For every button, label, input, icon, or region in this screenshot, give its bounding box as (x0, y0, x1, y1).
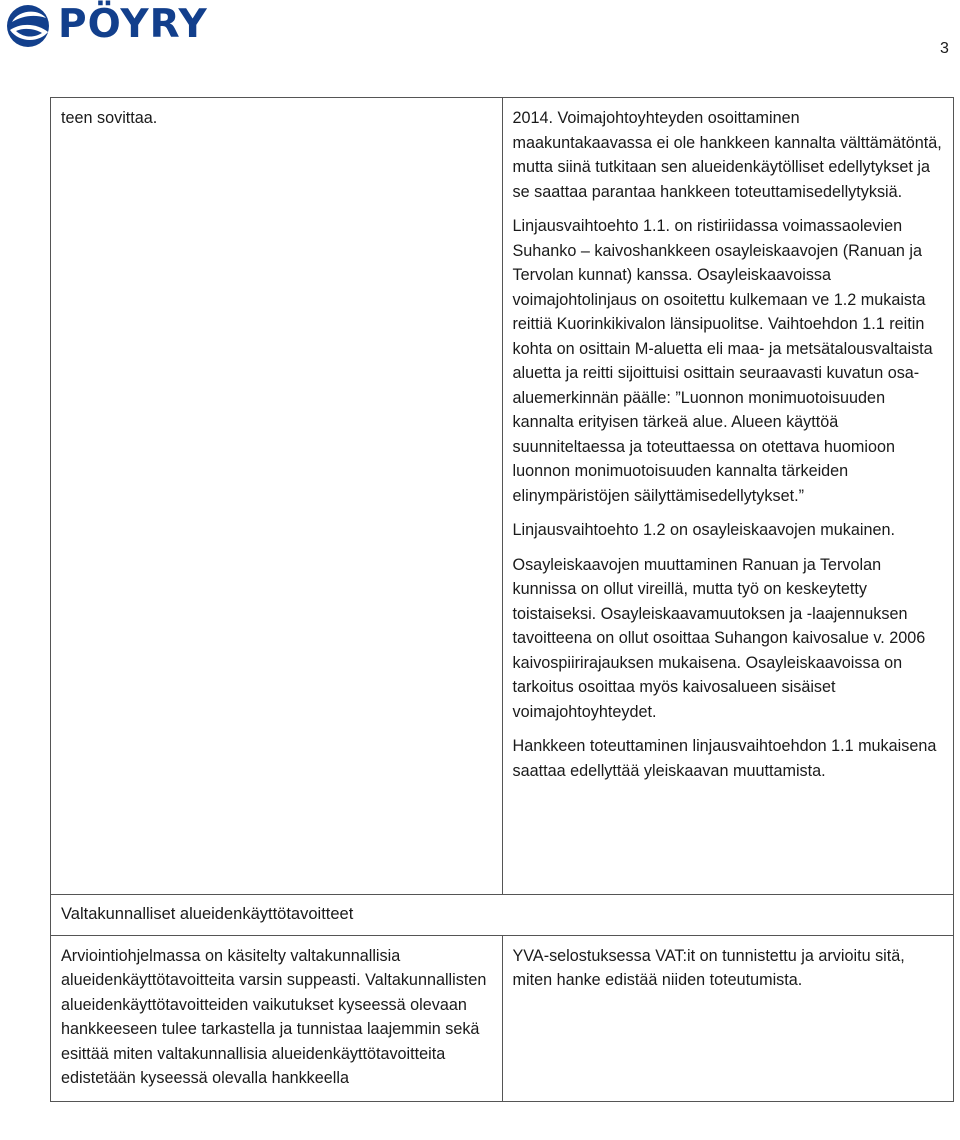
response-paragraph: 2014. Voimajohtoyhteyden osoittaminen maakuntakaavassa ei ole hankkeen kannalta välttämätöntä, mutta siinä tutkitaan sen alueidenkäytölliset edellytykset ja se saattaa parantaa hankkeen toteuttamisedellytyksiä. (512, 109, 942, 201)
response-paragraph: Linjausvaihtoehto 1.2 on osayleiskaavojen mukainen. (512, 521, 895, 539)
section-heading-cell (51, 895, 954, 936)
statement-text: Arviointiohjelmassa on käsitelty valtakunnallisia alueidenkäyttötavoitteita varsin suppeasti. Valtakunnallisten alueidenkäyttötavoitteiden vaikutukset kyseessä olevaan hankkeeseen tulee tarkastella ja tunnistaa laajemmin sekä esittää miten valtakunnallisia alueidenkäyttötavoitteita edistetään kyseessä olevalla hankkeella (61, 946, 487, 1087)
response-cell (502, 98, 954, 895)
response-cell (502, 935, 954, 1101)
logo-wordmark: PÖYRY (58, 2, 208, 47)
section-heading-row (51, 895, 954, 936)
response-paragraph: Hankkeen toteuttaminen linjausvaihtoehdon 1.1 mukaisena saattaa edellyttää yleiskaavan muuttamista. (512, 737, 937, 780)
logo-swirl-icon (4, 2, 54, 50)
statement-table (50, 97, 954, 1102)
response-paragraph: Linjausvaihtoehto 1.1. on ristiriidassa voimassaolevien Suhanko – kaivoshankkeen osayleiskaavojen (Ranuan ja Tervolan kunnat) kanssa. Osayleiskaavoissa voimajohtolinjaus on osoitettu kulkemaan ve 1.2 mukaista reittiä Kuorinkikivalon länsipuolitse. Vaihtoehdon 1.1 reitin kohta on osittain M-aluetta eli maa- ja metsätalousvaltaista aluetta ja reitti sijoittuisi osittain seuraavasti kuvatun osa-aluemerkinnän päälle: ”Luonnon monimuotoisuuden kannalta erityisen tärkeä alue. Alueen käyttöä suunniteltaessa ja toteuttaessa on otettava huomioon luonnon monimuotoisuuden kannalta tärkeiden elinympäristöjen säilyttämisedellytykset.” (512, 217, 933, 505)
response-paragraph: Osayleiskaavojen muuttaminen Ranuan ja Tervolan kunnissa on ollut vireillä, mutta työ on keskeytetty toistaiseksi. Osayleiskaavamuutoksen ja -laajennuksen tavoitteena on ollut osoittaa Suhangon kaivosalue v. 2006 kaivospiirirajauksen mukaisena. Osayleiskaavoissa on tarkoitus osoittaa myös kaivosalueen sisäiset voimajohtoyhteydet. (512, 555, 926, 721)
table-row (51, 935, 954, 1101)
statement-text: teen sovittaa. (61, 109, 158, 127)
page-number: 3 (940, 40, 949, 57)
company-logo (4, 2, 254, 50)
response-text: YVA-selostuksessa VAT:it on tunnistettu ja arvioitu sitä, miten hanke edistää niiden toteutumista. (512, 946, 905, 989)
section-heading: Valtakunnalliset alueidenkäyttötavoitteet (61, 905, 354, 923)
table-row (51, 98, 954, 895)
statement-cell (51, 935, 503, 1101)
statement-cell (51, 98, 503, 895)
